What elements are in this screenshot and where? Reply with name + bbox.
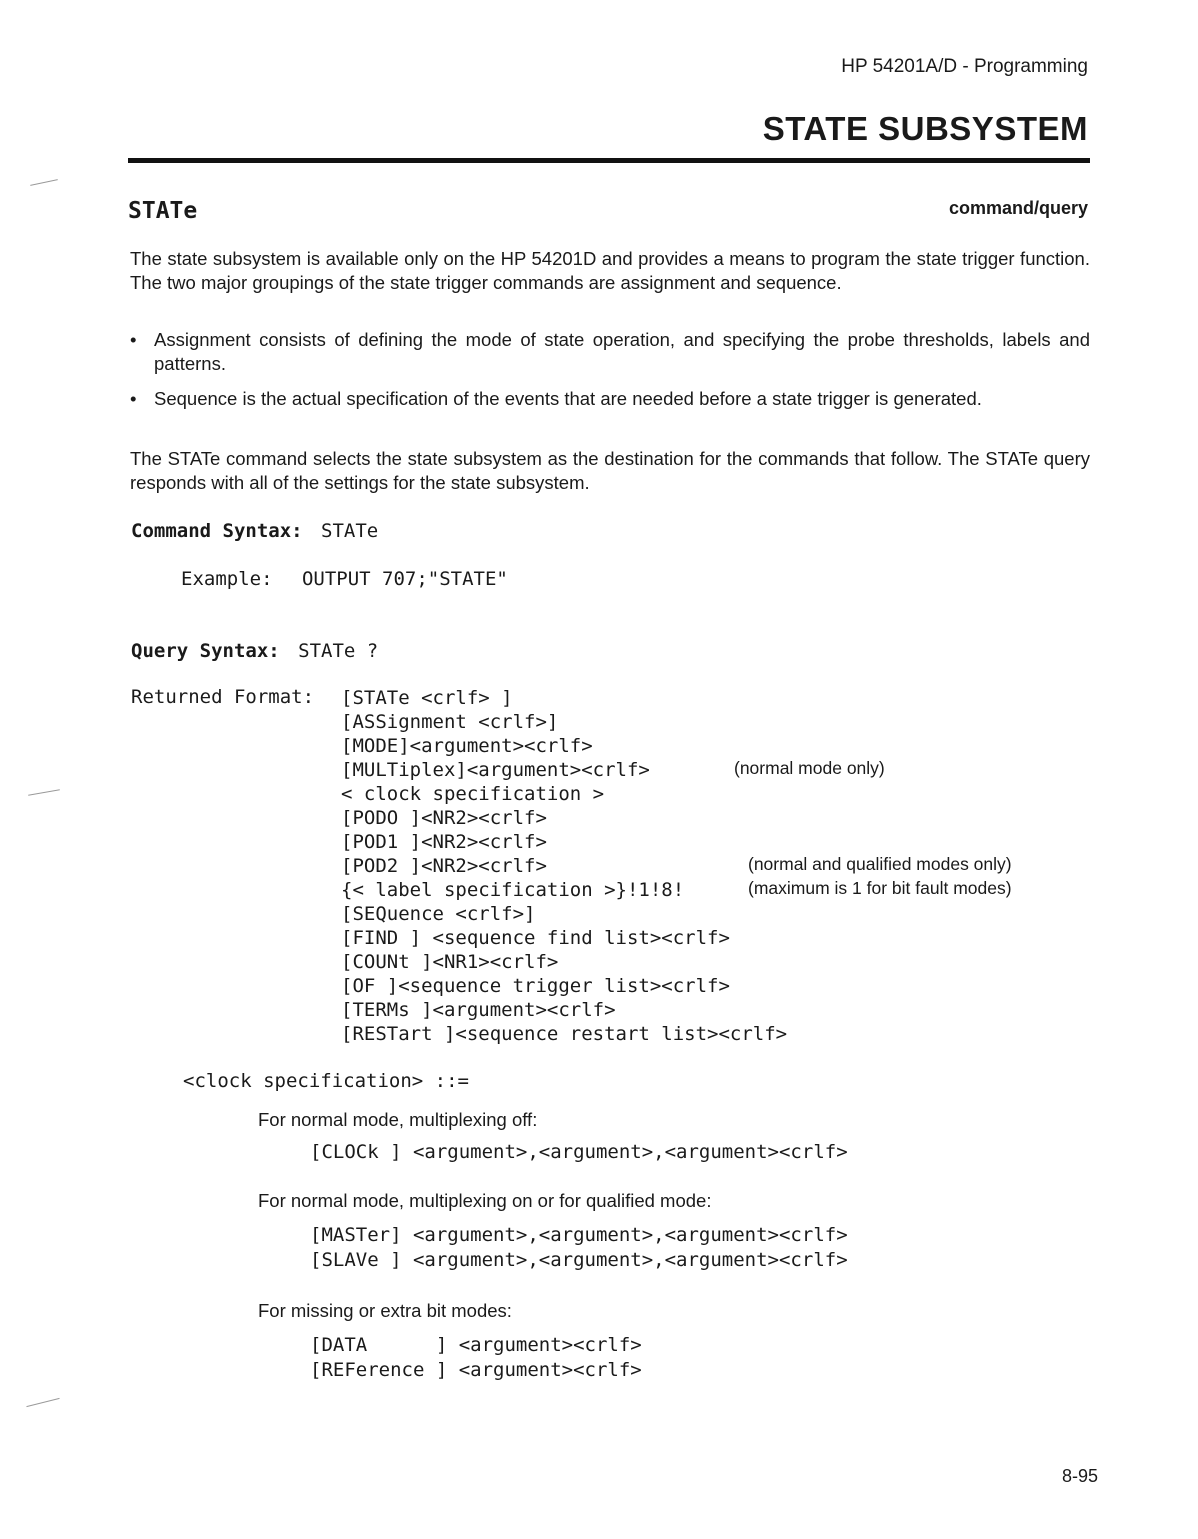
scan-mark [30,179,58,186]
returned-line: [RESTart ]<sequence restart list><crlf> [341,1023,788,1045]
description-paragraph: The STATe command selects the state subsystem as the destination for the commands that follow. The STATe query responds with all of the settings for the state subsystem. [130,448,1090,493]
note-label: (maximum is 1 for bit fault modes) [748,878,1012,898]
returned-format-list [341,686,787,1046]
returned-line: [MODE]<argument><crlf> [341,735,593,757]
intro-paragraph: The state subsystem is available only on the HP 54201D and provides a means to program the state trigger function. The two major groupings of the state trigger commands are assignment and sequence. [130,248,1090,293]
returned-format-label: Returned Format: [131,686,315,708]
returned-line: {< label specification >}!1!8! [341,879,685,901]
returned-line: [FIND ] <sequence find list><crlf> [341,927,730,949]
returned-line: [OF ]<sequence trigger list><crlf> [341,975,730,997]
command-name: STATe [128,198,198,224]
section-title: STATE SUBSYSTEM [762,110,1088,147]
command-syntax-value: STATe [321,520,379,542]
note-pod2: (normal and qualified modes only) [748,854,1012,874]
slave-code: [SLAVe ] <argument>,<argument>,<argument><crlf> [310,1249,848,1271]
page-number: 8-95 [1061,1466,1098,1486]
returned-line: [TERMs ]<argument><crlf> [341,999,616,1021]
returned-line: [POD1 ]<NR2><crlf> [341,831,547,853]
returned-line: [COUNt ]<NR1><crlf> [341,951,559,973]
example-value: OUTPUT 707;"STATE" [301,568,508,590]
returned-line: [POD2 ]<NR2><crlf> [341,855,547,877]
query-syntax-value: STATe ? [298,640,379,662]
bullet-text: Assignment consists of defining the mode of state operation, and specifying the probe thresholds, labels and patterns. [154,329,1090,374]
returned-line: [SEQuence <crlf>] [341,903,536,925]
normal-on-text: For normal mode, multiplexing on or for qualified mode: [258,1190,712,1211]
header-rule [128,158,1090,163]
query-syntax-label: Query Syntax: [131,640,280,662]
bullet-dot: • [130,329,137,350]
example [181,568,508,590]
bullet-text: Sequence is the actual specification of the events that are needed before a state trigger is generated. [154,388,982,409]
scan-mark [28,789,60,796]
bullet-dot: • [130,388,137,409]
missing-extra-text: For missing or extra bit modes: [258,1300,512,1321]
normal-off-text: For normal mode, multiplexing off: [258,1109,538,1130]
note-multiplex: (normal mode only) [734,758,885,778]
command-syntax-label: Command Syntax: [131,520,303,542]
clock-code: [CLOCk ] <argument>,<argument>,<argument><crlf> [310,1141,848,1163]
returned-line: [STATe <crlf> ] [341,687,513,709]
reference-code: [REFerence ] <argument><crlf> [310,1359,642,1381]
returned-line: [MULTiplex]<argument><crlf> [341,759,650,781]
scan-mark [26,1398,59,1407]
example-label: Example: [181,568,273,590]
returned-line: [PODO ]<NR2><crlf> [341,807,547,829]
data-code: [DATA ] <argument><crlf> [310,1334,642,1356]
command-syntax [131,520,378,542]
command-type: command/query [948,198,1088,218]
running-header: HP 54201A/D - Programming [841,56,1088,77]
query-syntax [131,640,378,662]
master-code: [MASTer] <argument>,<argument>,<argument><crlf> [310,1224,848,1246]
returned-line: < clock specification > [341,783,605,805]
clock-spec-heading: <clock specification> ::= [183,1070,469,1092]
returned-line: [ASSignment <crlf>] [341,711,559,733]
